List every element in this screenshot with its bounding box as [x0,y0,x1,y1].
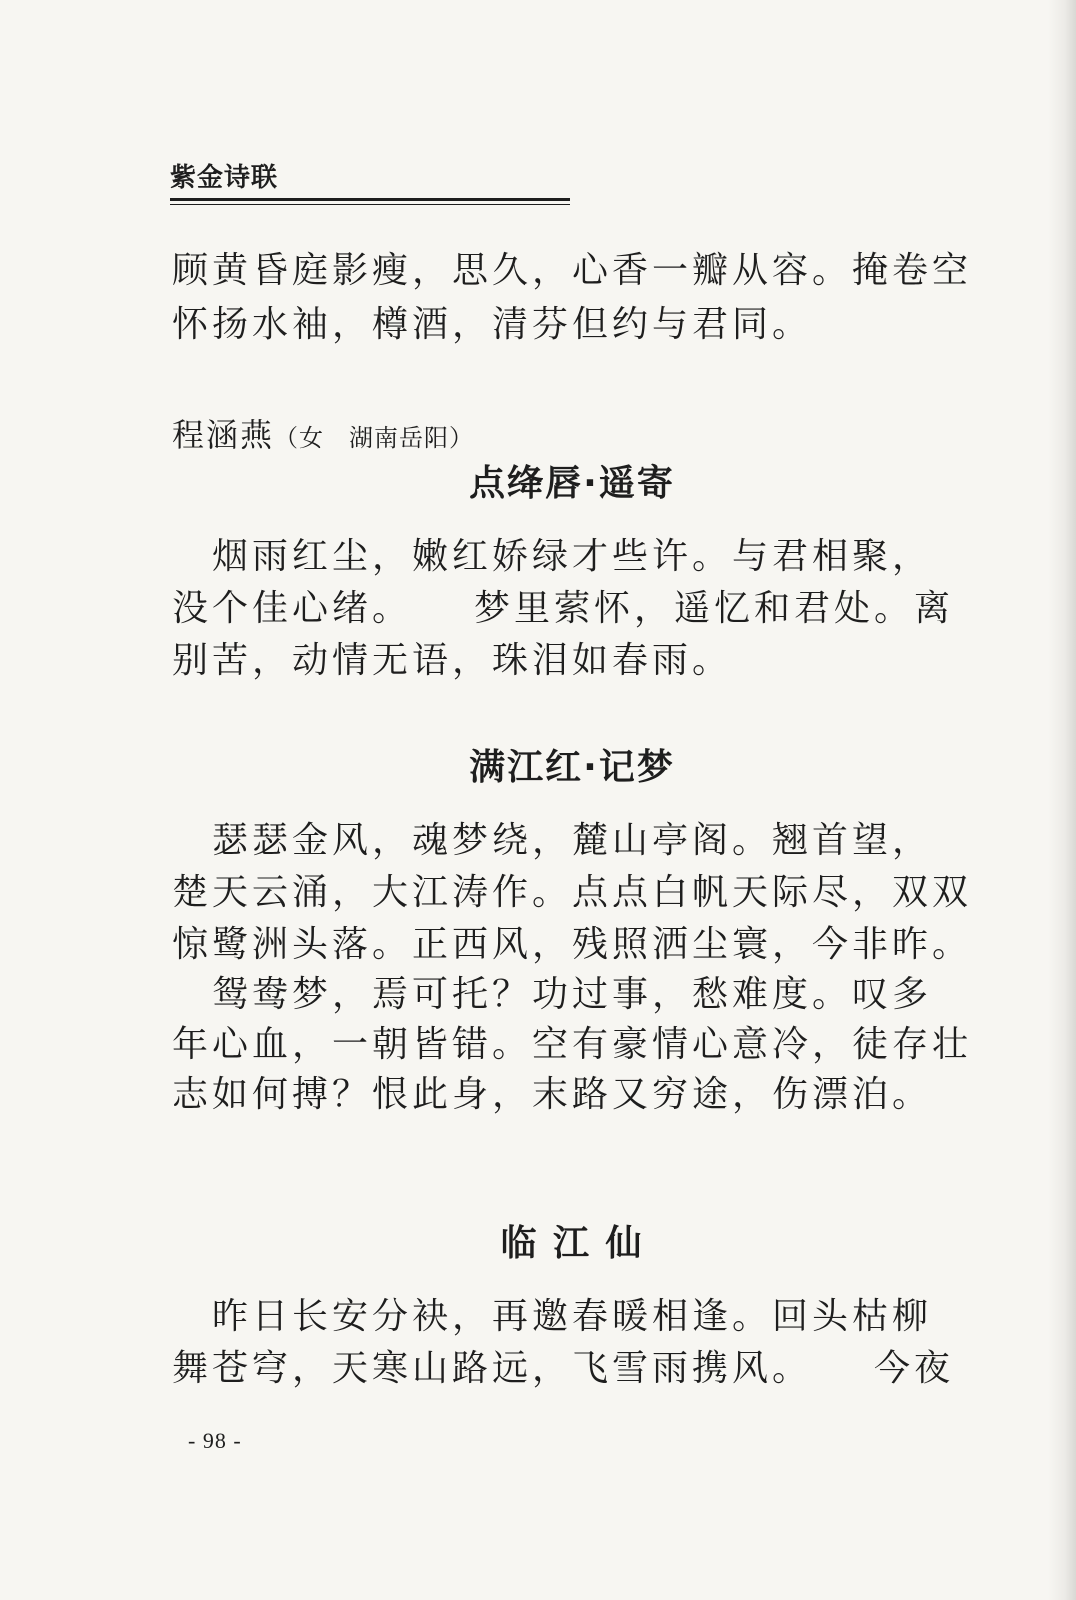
poem-title-1: 点绛唇·遥寄 [469,463,675,504]
page-edge-shadow [1048,0,1076,1600]
poem1-line-3: 别苦，动情无语，珠泪如春雨。 [172,640,733,681]
author-line [172,410,474,456]
prev-poem-line-2: 怀扬水袖，樽酒，清芬但约与君同。 [172,304,813,345]
header-rule [170,198,570,201]
poem2-line-6: 志如何搏？恨此身，末路又穷途，伤漂泊。 [172,1074,933,1115]
poem2-line-3: 惊鹭洲头落。正西风，残照洒尘寰，今非昨。 [172,924,973,965]
poem1-line-1: 烟雨红尘，嫩红娇绿才些许。与君相聚， [172,536,933,577]
poem-title-3: 临 江 仙 [500,1223,644,1264]
author-note: （女 湖南岳阳） [274,424,475,452]
poem3-line-1: 昨日长安分袂，再邀春暖相逢。回头枯柳 [172,1296,933,1337]
header-rule-thin [170,204,570,205]
poem2-line-5: 年心血，一朝皆错。空有豪情心意冷，徒存壮 [172,1024,973,1065]
poem-title-2: 满江红·记梦 [469,747,675,788]
poem3-line-2: 舞苍穹，天寒山路远，飞雪雨携风。 今夜 [172,1348,955,1389]
author-name: 程涵燕 [172,416,275,454]
page-number: - 98 - [188,1428,242,1453]
running-header [170,160,570,205]
poem2-line-4: 鸳鸯梦，焉可托？功过事，愁难度。叹多 [172,974,933,1015]
poem2-line-1: 瑟瑟金风，魂梦绕，麓山亭阁。翘首望， [172,820,933,861]
prev-poem-line-1: 顾黄昏庭影瘦，思久，心香一瓣从容。掩卷空 [172,250,973,291]
poem1-line-2: 没个佳心绪。 梦里萦怀，遥忆和君处。离 [172,588,955,629]
book-title: 紫金诗联 [170,163,279,193]
poem2-line-2: 楚天云涌，大江涛作。点点白帆天际尽，双双 [172,872,973,913]
